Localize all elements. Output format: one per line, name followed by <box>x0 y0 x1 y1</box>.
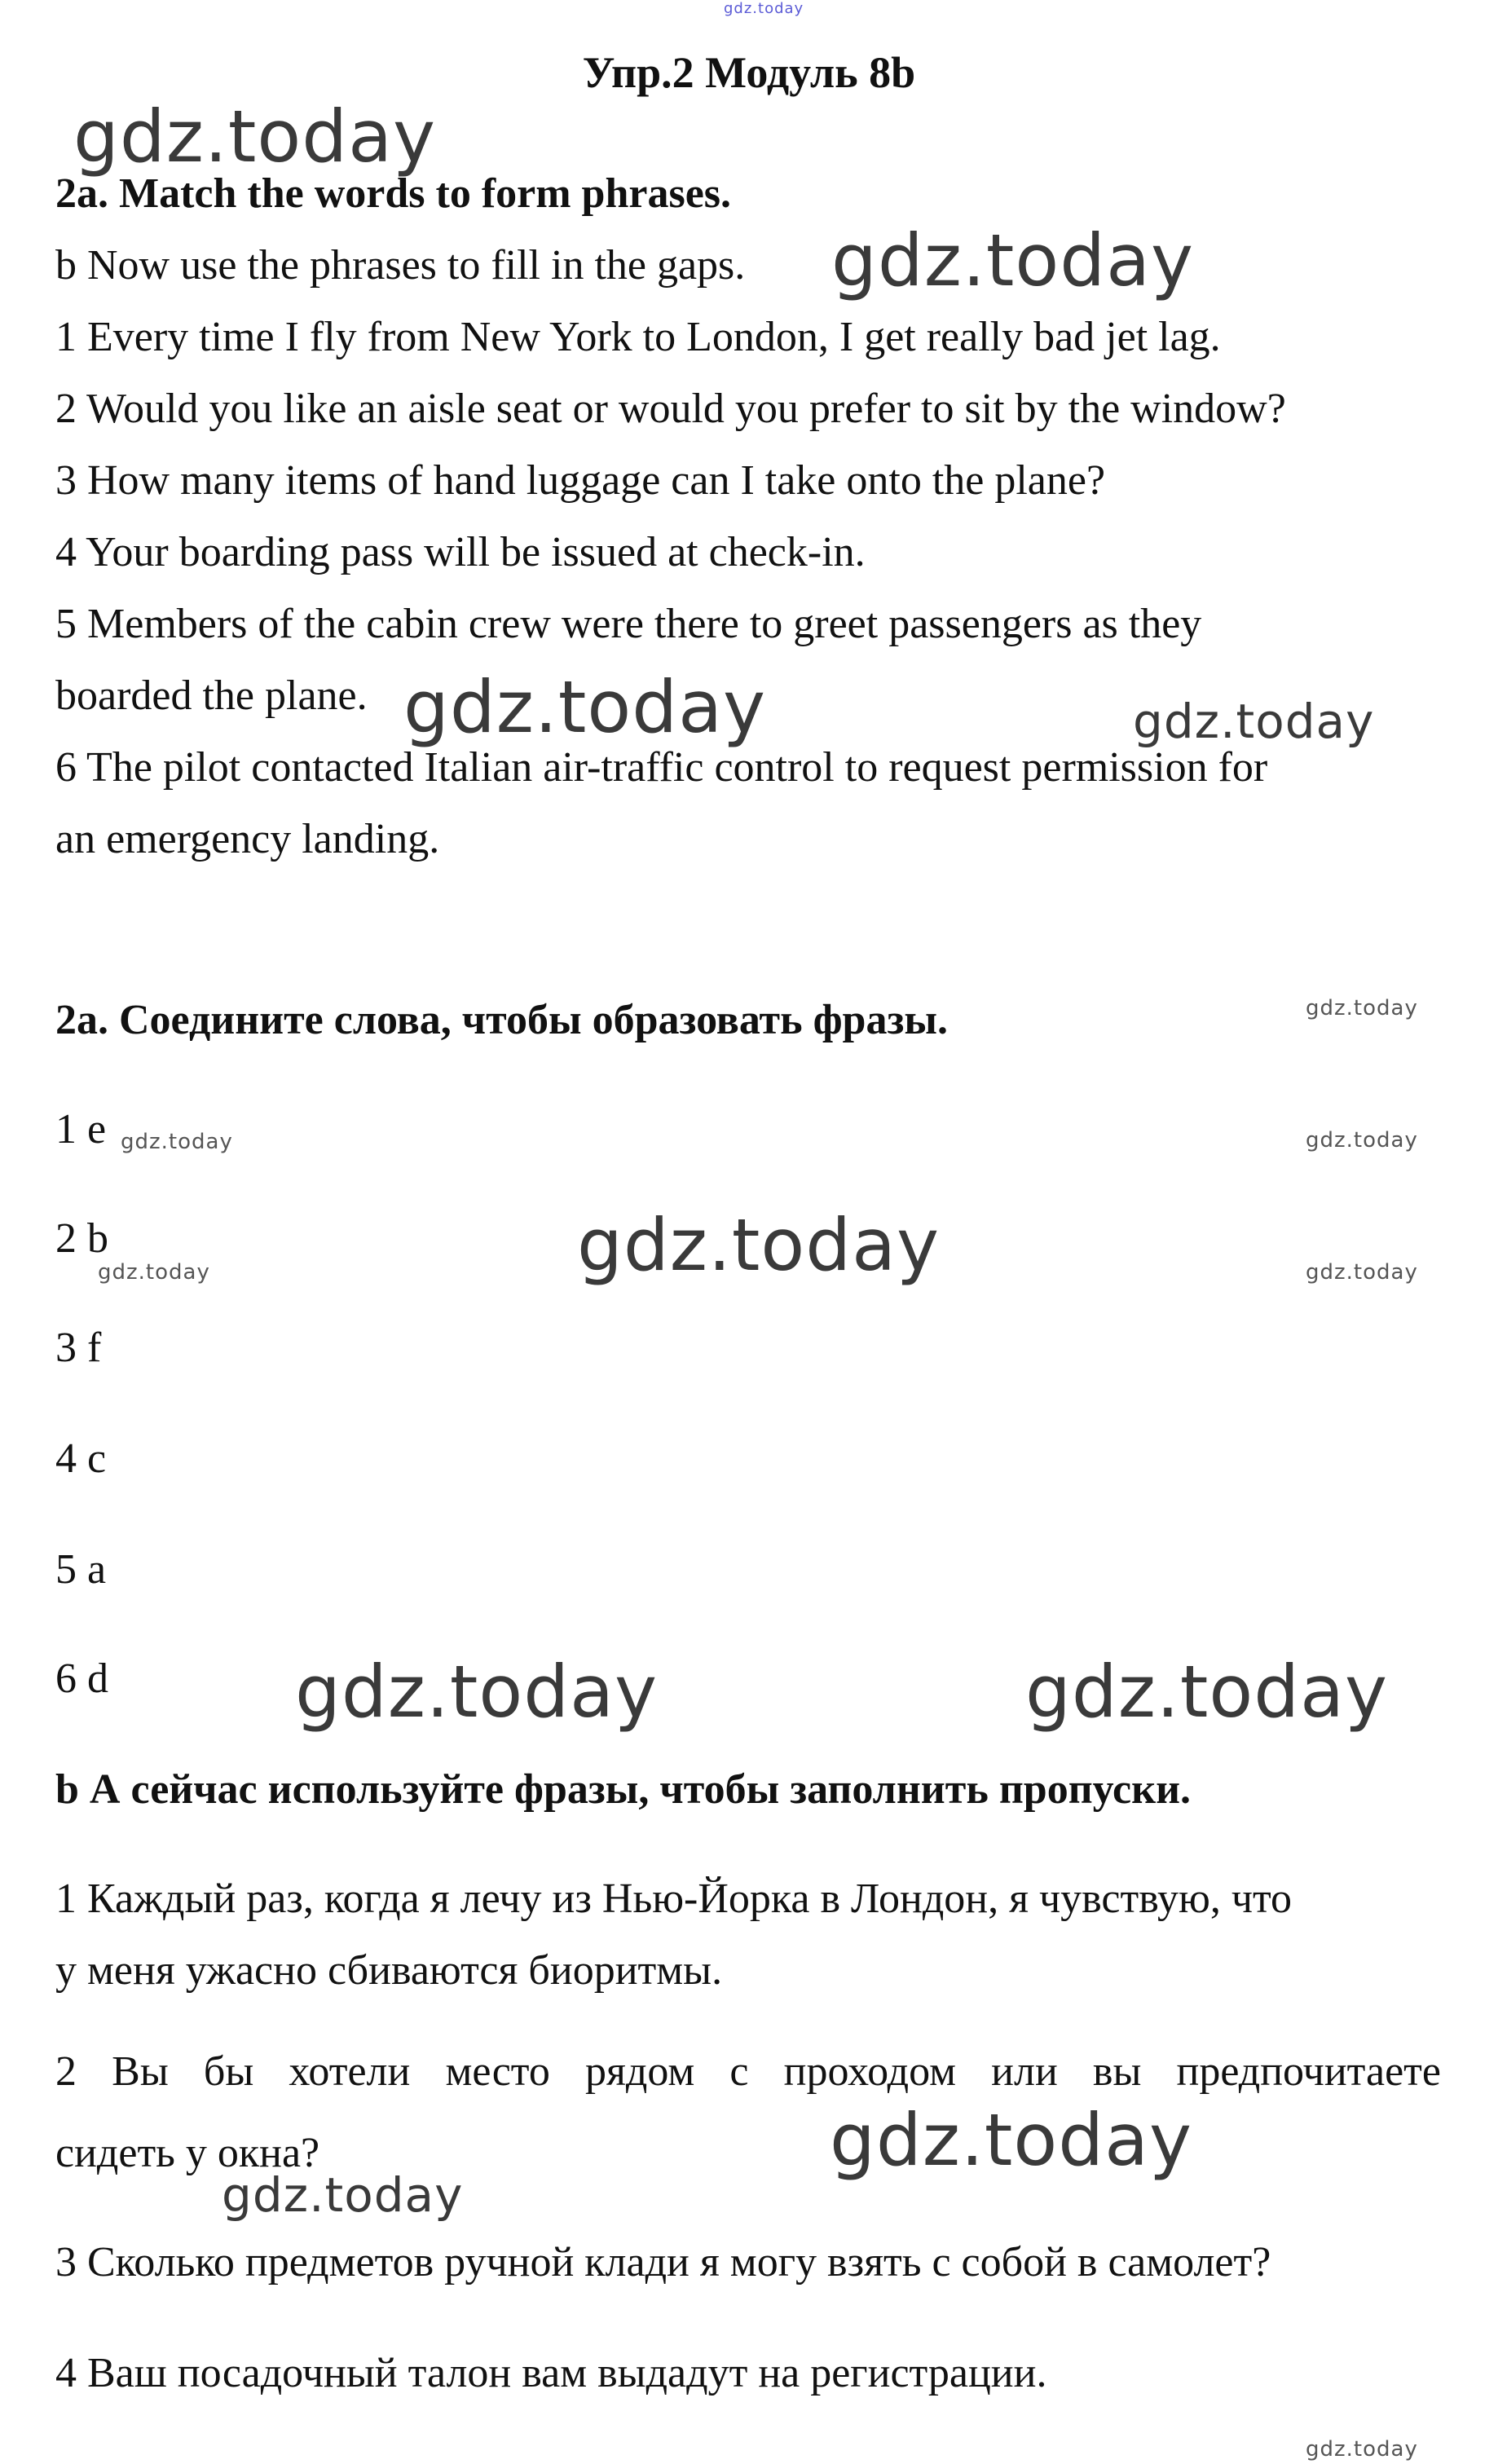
russian-sentence-4: 4 Ваш посадочный талон вам выдадут на регистрации. <box>55 2350 1047 2396</box>
english-sentence-2: 2 Would you like an aisle seat or would you prefer to sit by the window? <box>55 386 1286 432</box>
watermark: gdz.today <box>98 1260 210 1285</box>
watermark: gdz.today <box>1025 1650 1389 1734</box>
watermark: gdz.today <box>1306 1128 1418 1153</box>
english-sentence-5-line-1: 5 Members of the cabin crew were there to greet passengers as they <box>55 601 1202 647</box>
english-sentence-6-line-1: 6 The pilot contacted Italian air-traffic control to request permission for <box>55 744 1268 791</box>
watermark: gdz.today <box>403 665 767 749</box>
watermark: gdz.today <box>1306 1260 1418 1285</box>
answer-5: 5 a <box>55 1546 107 1593</box>
watermark: gdz.today <box>1133 694 1375 749</box>
english-sentence-6-line-2: an emergency landing. <box>55 816 440 862</box>
english-sentence-4: 4 Your boarding pass will be issued at check-in. <box>55 529 866 575</box>
watermark: gdz.today <box>121 1130 233 1154</box>
watermark: gdz.today <box>73 95 437 179</box>
answer-1: 1 e <box>55 1106 107 1153</box>
watermark: gdz.today <box>831 218 1195 302</box>
russian-sentence-2-line-1: 2 Вы бы хотели место рядом с проходом или вы предпочитаете <box>55 2048 1441 2095</box>
watermark: gdz.today <box>577 1203 941 1287</box>
answer-2: 2 b <box>55 1215 108 1262</box>
answer-4: 4 c <box>55 1435 107 1482</box>
watermark: gdz.today <box>1306 996 1418 1020</box>
russian-task-b-heading: b А сейчас используйте фразы, чтобы заполнить пропуски. <box>55 1766 1192 1813</box>
answer-6: 6 d <box>55 1655 108 1702</box>
english-task-a-heading: 2a. Match the words to form phrases. <box>55 170 732 217</box>
english-sentence-3: 3 How many items of hand luggage can I take onto the plane? <box>55 457 1106 504</box>
english-sentence-5-line-2: boarded the plane. <box>55 672 368 719</box>
page-title: Упр.2 Модуль 8b <box>582 48 916 97</box>
english-task-b-instruction: b Now use the phrases to fill in the gaps. <box>55 242 746 289</box>
top-watermark: gdz.today <box>724 0 804 17</box>
russian-sentence-2-line-2: сидеть у окна? <box>55 2130 320 2176</box>
watermark: gdz.today <box>295 1650 659 1734</box>
russian-task-a-heading: 2a. Соедините слова, чтобы образовать фразы. <box>55 997 948 1043</box>
russian-sentence-3: 3 Сколько предметов ручной клади я могу взять с собой в самолет? <box>55 2239 1271 2285</box>
watermark: gdz.today <box>830 2098 1193 2182</box>
answer-3: 3 f <box>55 1325 102 1371</box>
russian-sentence-1-line-2: у меня ужасно сбиваются биоритмы. <box>55 1947 723 1994</box>
watermark: gdz.today <box>222 2167 464 2223</box>
watermark: gdz.today <box>1306 2437 1418 2462</box>
russian-sentence-1-line-1: 1 Каждый раз, когда я лечу из Нью-Йорка в Лондон, я чувствую, что <box>55 1876 1293 1922</box>
english-sentence-1: 1 Every time I fly from New York to London, I get really bad jet lag. <box>55 314 1221 360</box>
